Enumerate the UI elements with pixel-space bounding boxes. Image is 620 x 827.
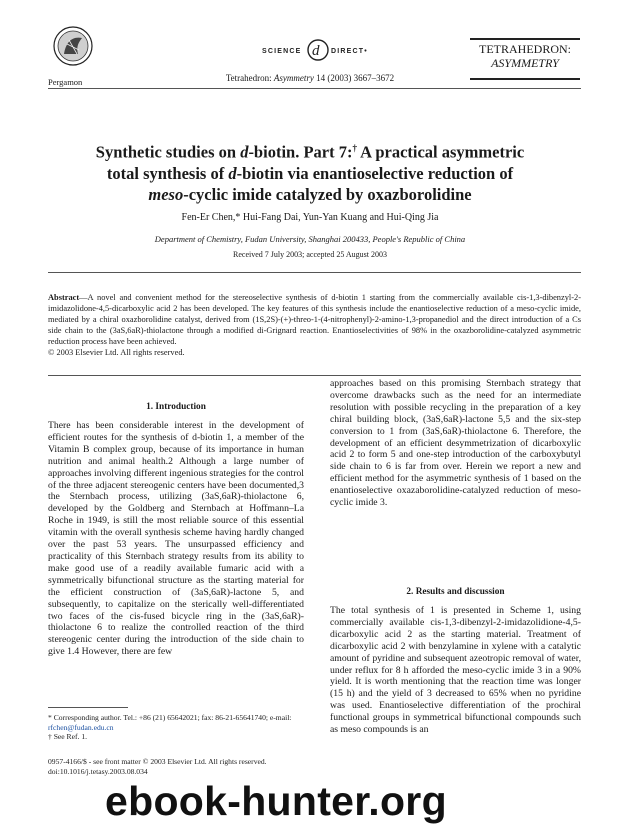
svg-text:d: d — [312, 43, 320, 59]
abstract-divider — [48, 375, 581, 376]
footnote-divider — [48, 707, 128, 708]
issn-doi-block — [48, 757, 348, 777]
publisher-name: Pergamon — [48, 77, 83, 87]
publisher-logo — [52, 24, 94, 76]
footnote-corresponding: * Corresponding author. Tel.: +86 (21) 65642021; fax: 86-21-65641740; e-mail: rfchen@fudan.edu.cn — [48, 713, 292, 732]
section-heading-introduction: 1. Introduction — [146, 402, 206, 412]
affiliation: Department of Chemistry, Fudan University, Shanghai 200433, People's Republic of China — [154, 234, 466, 244]
abstract-copyright: © 2003 Elsevier Ltd. All rights reserved. — [48, 348, 185, 358]
received-dates: Received 7 July 2003; accepted 25 August 2003 — [233, 250, 387, 259]
brand-left-text: SCIENCE — [262, 48, 302, 55]
watermark — [105, 778, 615, 824]
abstract-text: —A novel and convenient method for the stereoselective synthesis of d-biotin 1 starting from the commercially available cis-1,3-dibenzyl-2-imidazolidone-4,5-dicarboxylic acid 2 has been developed. The key features of this synthesis include the enantioselective reduction of a meso-cyclic imide, mediated by a chiral oxazborolidine catalyst, derived from (1S,2S)-(+)-threo-1-(4-nitrophenyl)-2-amino-1,3-propanediol and the direct introduction of a Cs side chain to the (3aS,6aR)-thiolactone through a modified di-Grignard reaction. Enantioselectivities of 98% in the oxazborolidine-catalyzed asymmetric reduction process have been achieved. — [48, 293, 581, 347]
title-line-1: Synthetic studies on d-biotin. Part 7:† A practical asymmetric — [95, 142, 525, 162]
introduction-text: There has been considerable interest in the development of efficient routes for the synthesis of d-biotin 1, a member of the Vitamin B complex group, because of its importance in human nutrition and animal health.2 Although a large number of approaches involving different ingenious strategies for the control of the three adjacent stereogenic centers have been documented,3 the Sternbach process, utilizing (3aS,6aR)-thiolactone 6, developed by the Goldberg and Sternbach at Hoffmann–La Roche in 1949, is still the most reliable source of this essential vitamin with the overall synthesis scheme having hardly changed over the past 53 years. The unsurpassed efficiency and practicality of this Sternbach strategy results from its ability to make good use of a readily available fumaric acid with a symmetrically bifunctional structure as the starting material for the efficient construction of (3aS,6aR)-lactone 5, and subsequently, to capitalize on the sterically well-differentiated two faces of the cis-fused bicycle ring in the (3aS,6aR)-thiolactone 6 to realize the controlled reaction of the third stereogenic center during the introduction of the side chain to give 1.4 However, there are few — [48, 420, 304, 658]
watermark-text: ebook-hunter.org — [105, 778, 447, 824]
citation-line: Tetrahedron: Asymmetry 14 (2003) 3667–3672 — [225, 73, 395, 83]
elsevier-tree-icon — [52, 24, 94, 76]
title-line-2: total synthesis of d-biotin via enantioselective reduction of — [106, 163, 514, 183]
abstract-label: Abstract — [48, 293, 80, 302]
doi-line[interactable]: doi:10.1016/j.tetasy.2003.08.034 — [48, 767, 148, 776]
section-heading-results: 2. Results and discussion — [406, 587, 505, 597]
results-text: The total synthesis of 1 is presented in Scheme 1, using commercially available cis-1,3-dibenzyl-2-imidazolidione-4,5-dicarboxylic acid 2 as the starting material. Treatment of dicarboxylic acid 2 with benzylamine in xylene with a catalytic amount of pyridine and subsequent azeotropic removal of water, under reflux for 8 h afforded the meso-cyclic imide 3 in a 90% yield. It is worth mentioning that the reaction time was longer (15 h) and the yield of 3 decreased to 65% when no pyridine was used. Enantioselective differentiation of the prochiral functional groups in symmetrical bifunctional compounds such as meso compounds is an — [330, 605, 581, 736]
author-email-link[interactable]: rfchen@fudan.edu.cn — [48, 722, 114, 732]
right-column-continuation: approaches based on this promising Sternbach strategy that overcome drawbacks such as the need for an intermediate resolution with possible recycling in the preparation of a key chiral building block, (3aS,6aR)-lactone 5,5 and the six-step conversion to 1 from (3aS,6aR)-thiolactone 6. Therefore, the development of an efficient desymmetrization of dicarboxylic acid 2 to form 5 and one-step introduction of the carboxybutyl side chain to 6 is far from over. Herein we report a new and efficient method for the asymmetric synthesis of 1 based on the enantioselective oxazaborolidine-catalyzed reduction of meso-cyclic imide 3. — [330, 378, 581, 509]
title-divider — [48, 272, 581, 273]
issn-line: 0957-4166/$ - see front matter © 2003 Elsevier Ltd. All rights reserved. — [48, 757, 267, 766]
sciencedirect-logo — [262, 38, 374, 62]
journal-name-line2: ASYMMETRY — [491, 56, 559, 70]
footnotes — [48, 713, 304, 742]
author-list: Fen-Er Chen,* Hui-Fang Dai, Yun-Yan Kuang and Hui-Qing Jia — [181, 212, 439, 223]
title-line-3: meso-cyclic imide catalyzed by oxazborolidine — [148, 184, 472, 204]
brand-right-text: DIRECT• — [331, 48, 368, 55]
journal-name-line1: TETRAHEDRON: — [479, 42, 571, 56]
article-title — [40, 138, 580, 205]
header-divider — [48, 88, 581, 89]
abstract — [48, 292, 581, 359]
footnote-see-ref: † See Ref. 1. — [48, 732, 88, 742]
